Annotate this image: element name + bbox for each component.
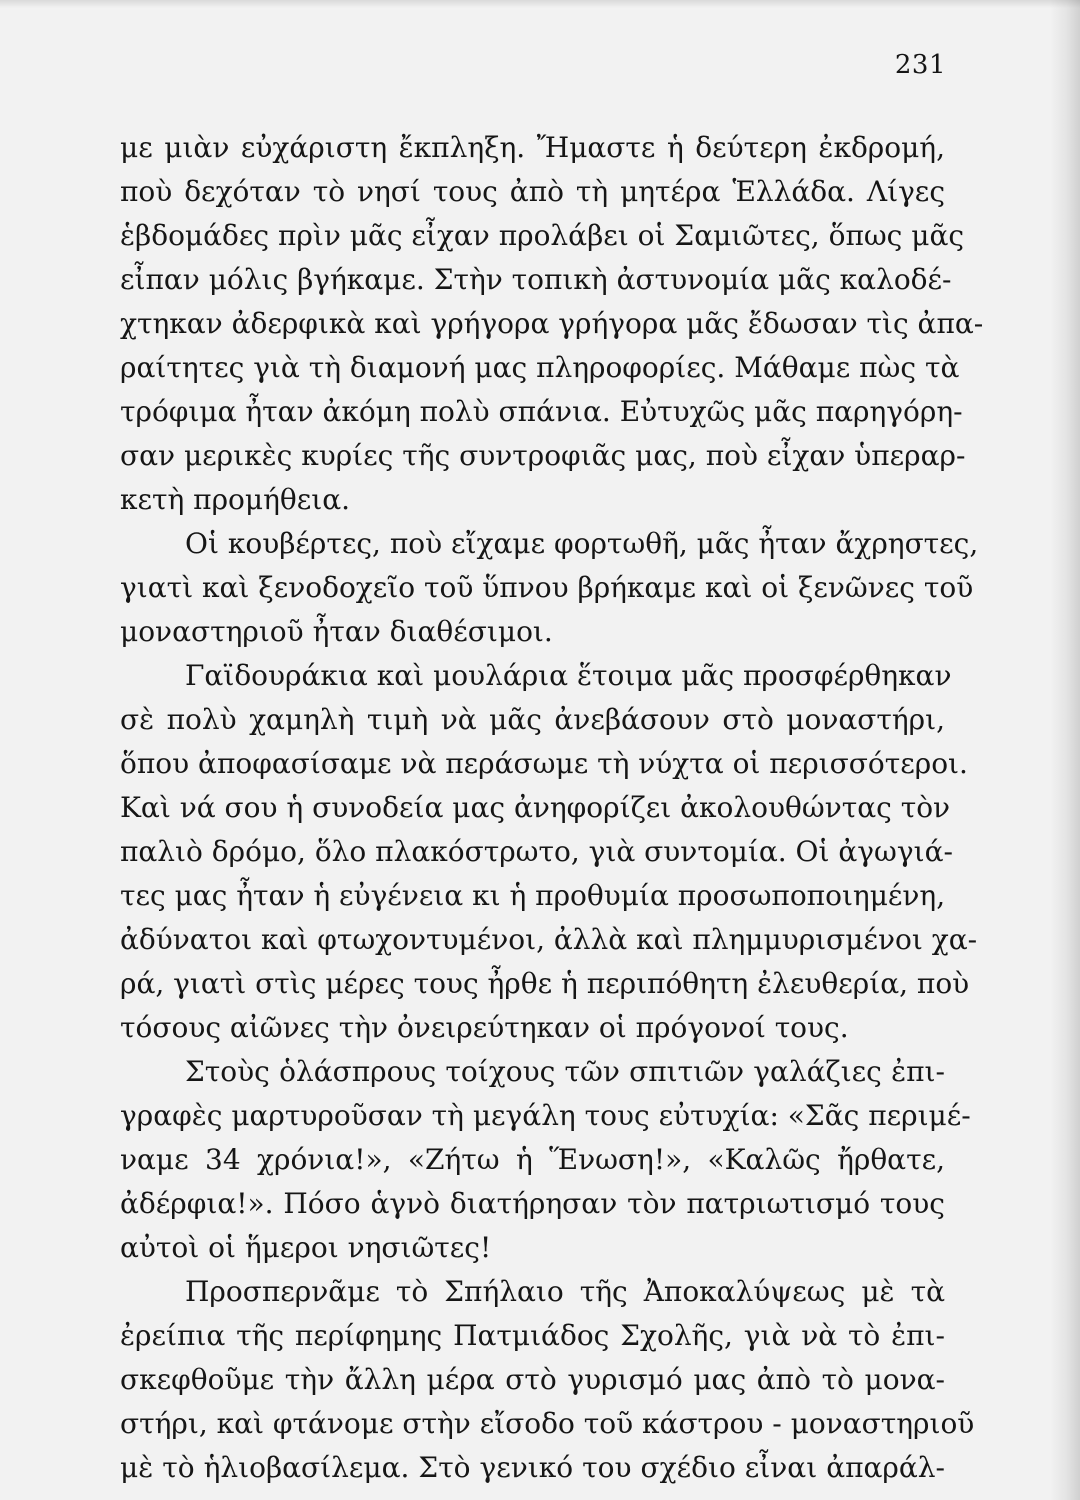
paragraph-first-line: Προσπερνᾶμε τὸ Σπήλαιο τῆς Ἀποκαλύψεως μὲ τὰ — [185, 1275, 945, 1308]
text-line: ἐρείπια τῆς περίφημης Πατμιάδος Σχολῆς, γιὰ νὰ τὸ ἐπι- — [120, 1319, 945, 1352]
text-line: τρόφιμα ἦταν ἀκόμη πολὺ σπάνια. Εὐτυχῶς μᾶς παρηγόρη- — [120, 395, 963, 428]
text-line: παλιὸ δρόμο, ὅλο πλακόστρωτο, γιὰ συντομία. Οἱ ἀγωγιά- — [120, 835, 953, 868]
text-line: στήρι, καὶ φτάνομε στὴν εἴσοδο τοῦ κάστρου - μοναστηριοῦ — [120, 1407, 975, 1440]
text-line: ὅπου ἀποφασίσαμε νὰ περάσωμε τὴ νύχτα οἱ περισσότεροι. — [120, 747, 968, 780]
text-line: τόσους αἰῶνες τὴν ὀνειρεύτηκαν οἱ πρόγονοί τους. — [120, 1011, 849, 1044]
text-line: ρά, γιατὶ στὶς μέρες τους ἦρθε ἡ περιπόθητη ἐλευθερία, ποὺ — [120, 967, 970, 1000]
text-line: σὲ πολὺ χαμηλὴ τιμὴ νὰ μᾶς ἀνεβάσουν στὸ μοναστήρι, — [120, 703, 945, 736]
text-line: χτηκαν ἀδερφικὰ καὶ γρήγορα γρήγορα μᾶς ἔδωσαν τὶς ἀπα- — [120, 307, 984, 340]
text-line: τες μας ἦταν ἡ εὐγένεια κι ἡ προθυμία προσωποποιημένη, — [120, 879, 946, 912]
paragraph-first-line: Στοὺς ὁλάσπρους τοίχους τῶν σπιτιῶν γαλάζιες ἐπι- — [185, 1055, 945, 1088]
text-line: ἑβδομάδες πρὶν μᾶς εἶχαν προλάβει οἱ Σαμιῶτες, ὅπως μᾶς — [120, 219, 965, 252]
text-line: γιατὶ καὶ ξενοδοχεῖο τοῦ ὕπνου βρήκαμε καὶ οἱ ξενῶνες τοῦ — [120, 571, 974, 604]
text-line: κετὴ προμήθεια. — [120, 483, 351, 516]
text-line: με μιὰν εὐχάριστη ἔκπληξη. Ἤμαστε ἡ δεύτερη ἐκδρομή, — [120, 131, 945, 164]
text-line: σαν μερικὲς κυρίες τῆς συντροφιᾶς μας, ποὺ εἶχαν ὑπεραρ- — [120, 439, 966, 472]
text-line: ραίτητες γιὰ τὴ διαμονή μας πληροφορίες. Μάθαμε πὼς τὰ — [120, 351, 960, 384]
text-line: σκεφθοῦμε τὴν ἄλλη μέρα στὸ γυρισμό μας ἀπὸ τὸ μονα- — [120, 1363, 945, 1396]
text-line: ἀδέρφια!». Πόσο ἁγνὸ διατήρησαν τὸν πατριωτισμό τους — [120, 1187, 945, 1220]
text-line: ποὺ δεχόταν τὸ νησί τους ἀπὸ τὴ μητέρα Ἑλλάδα. Λίγες — [120, 175, 945, 208]
text-line: γραφὲς μαρτυροῦσαν τὴ μεγάλη τους εὐτυχία: «Σᾶς περιμέ- — [120, 1099, 971, 1132]
text-line: αὐτοὶ οἱ ἥμεροι νησιῶτες! — [120, 1231, 492, 1264]
text-line: ἀδύνατοι καὶ φτωχοντυμένοι, ἀλλὰ καὶ πλημμυρισμένοι χα- — [120, 923, 978, 956]
page-number: 231 — [894, 50, 946, 80]
text-line: μοναστηριοῦ ἦταν διαθέσιμοι. — [120, 615, 553, 648]
paragraph-first-line: Οἱ κουβέρτες, ποὺ εἴχαμε φορτωθῆ, μᾶς ἦταν ἄχρηστες, — [185, 527, 979, 560]
text-line: Καὶ νά σου ἡ συνοδεία μας ἀνηφορίζει ἀκολουθώντας τὸν — [120, 791, 951, 824]
paragraph-first-line: Γαϊδουράκια καὶ μουλάρια ἕτοιμα μᾶς προσφέρθηκαν — [185, 659, 952, 692]
scan-top-shadow — [0, 0, 1080, 8]
text-line: μὲ τὸ ἡλιοβασίλεμα. Στὸ γενικό του σχέδιο εἶναι ἀπαράλ- — [120, 1451, 945, 1484]
text-line: εἶπαν μόλις βγήκαμε. Στὴν τοπικὴ ἀστυνομία μᾶς καλοδέ- — [120, 263, 952, 296]
text-line: ναμε 34 χρόνια!», «Ζήτω ἡ Ἕνωση!», «Καλῶς ἤρθατε, — [120, 1143, 945, 1176]
scan-edge-shadow — [1050, 0, 1080, 1500]
